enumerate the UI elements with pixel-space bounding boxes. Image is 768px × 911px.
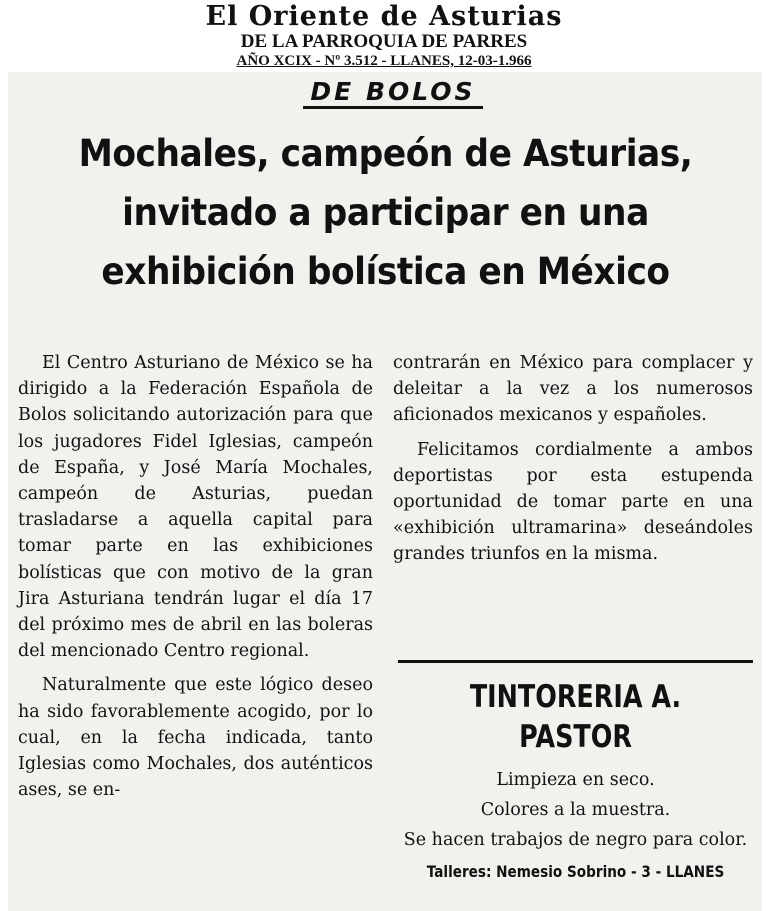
article-paragraph: Naturalmente que este lógico deseo ha sido favorablemente acogido, por lo cual, en la fecha indicada, tanto Iglesias como Mochales, dos auténticos ases, se en- — [18, 675, 373, 801]
subhead: DE LA PARROQUIA DE PARRES — [240, 31, 528, 52]
article-paragraph: Felicitamos cordialmente a ambos deportistas por esta estupenda oportunidad de tomar parte en una «exhibición ultramarina» deseándoles grandes triunfos en la misma. — [393, 439, 753, 565]
article-paragraph: contrarán en México para complacer y deleitar a la vez a los numerosos aficionados mexicanos y españoles. — [393, 353, 753, 426]
ad-line: Limpieza en seco. — [496, 770, 655, 790]
newspaper-header — [0, 0, 768, 72]
article-column-right — [393, 350, 753, 576]
newspaper-clipping — [8, 72, 762, 911]
ad-divider — [398, 660, 753, 663]
section-tag: DE BOLOS — [303, 78, 483, 109]
ad-footer: Talleres: Nemesio Sobrino - 3 - LLANES — [426, 862, 725, 881]
ad-line: Se hacen trabajos de negro para color. — [403, 830, 748, 850]
ad-title: TINTORERIA A. PASTOR — [469, 679, 682, 755]
dateline: AÑO XCIX - Nº 3.512 - LLANES, 12-03-1.966 — [236, 53, 532, 69]
article-column-left — [18, 350, 373, 811]
advertisement — [398, 660, 753, 883]
masthead: El Oriente de Asturias — [205, 1, 563, 32]
headline: Mochales, campeón de Asturias, invitado a participar en una exhibición bolística en México — [78, 132, 693, 293]
ad-line: Colores a la muestra. — [480, 800, 671, 820]
article-paragraph: El Centro Asturiano de México se ha dirigido a la Federación Española de Bolos solicitando autorización para que los jugadores Fidel Iglesias, campeón de España, y José María Mochales, campeón de Asturias, puedan trasladarse a aquella capital para tomar parte en las exhibiciones bolísticas que con motivo de la gran Jira Asturiana tendrán lugar el día 17 del próximo mes de abril en las boleras del mencionado Centro regional. — [18, 353, 373, 662]
